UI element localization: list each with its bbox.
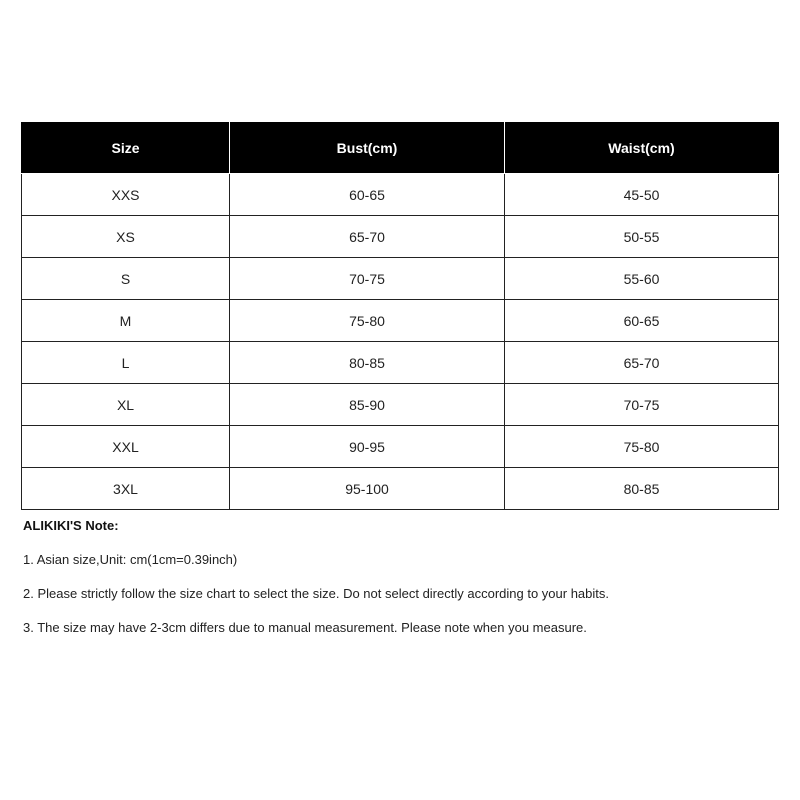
size-cell: XXL: [22, 426, 230, 468]
waist-cell: 45-50: [505, 174, 779, 216]
size-cell: XS: [22, 216, 230, 258]
size-cell: XXS: [22, 174, 230, 216]
waist-cell: 65-70: [505, 342, 779, 384]
bust-cell: 75-80: [230, 300, 505, 342]
header-bust: Bust(cm): [230, 123, 505, 174]
notes-title: ALIKIKI'S Note:: [23, 518, 119, 533]
note-line: 1. Asian size,Unit: cm(1cm=0.39inch): [23, 552, 238, 567]
waist-cell: 80-85: [505, 468, 779, 510]
bust-cell: 60-65: [230, 174, 505, 216]
note-line: 2. Please strictly follow the size chart to select the size. Do not select directly according to your habits.: [23, 586, 609, 601]
table-header-row: [22, 123, 779, 174]
note-line: 3. The size may have 2-3cm differs due to manual measurement. Please note when you measure.: [23, 620, 587, 635]
bust-cell: 85-90: [230, 384, 505, 426]
table-row: [22, 300, 779, 342]
bust-cell: 95-100: [230, 468, 505, 510]
waist-cell: 70-75: [505, 384, 779, 426]
waist-cell: 75-80: [505, 426, 779, 468]
bust-cell: 80-85: [230, 342, 505, 384]
size-cell: S: [22, 258, 230, 300]
waist-cell: 60-65: [505, 300, 779, 342]
bust-cell: 70-75: [230, 258, 505, 300]
header-waist: Waist(cm): [505, 123, 779, 174]
waist-cell: 55-60: [505, 258, 779, 300]
size-cell: M: [22, 300, 230, 342]
table-row: [22, 258, 779, 300]
table-row: [22, 342, 779, 384]
size-cell: L: [22, 342, 230, 384]
waist-cell: 50-55: [505, 216, 779, 258]
header-size: Size: [22, 123, 230, 174]
size-chart-table: [21, 122, 779, 510]
table-row: [22, 216, 779, 258]
table-row: [22, 426, 779, 468]
table-row: [22, 468, 779, 510]
table-row: [22, 384, 779, 426]
bust-cell: 65-70: [230, 216, 505, 258]
size-cell: 3XL: [22, 468, 230, 510]
bust-cell: 90-95: [230, 426, 505, 468]
table-row: [22, 174, 779, 216]
size-cell: XL: [22, 384, 230, 426]
notes-section: [23, 517, 783, 653]
